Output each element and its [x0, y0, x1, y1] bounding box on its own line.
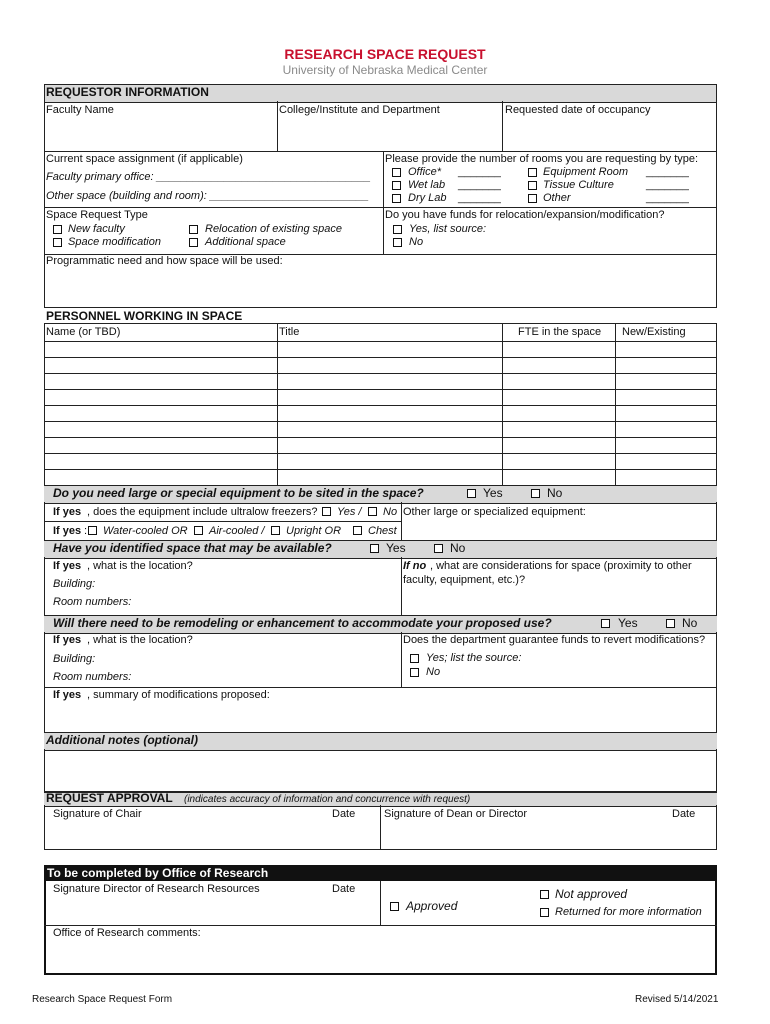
- office-section-title: To be completed by Office of Research: [47, 866, 269, 880]
- identified-rooms[interactable]: Room numbers:: [53, 596, 132, 608]
- notes-section-title: Additional notes (optional): [46, 733, 198, 747]
- personnel-col-fte: FTE in the space: [518, 326, 602, 338]
- equipment-yes-label: Yes: [483, 486, 503, 500]
- ultralow-question: , does the equipment include ultralow freezers?: [87, 506, 318, 518]
- office-checkbox[interactable]: [392, 168, 401, 177]
- new-faculty-label: New faculty: [68, 223, 125, 235]
- space-modification-checkbox[interactable]: [53, 238, 62, 247]
- personnel-table: [44, 323, 717, 485]
- guarantee-no-checkbox[interactable]: [410, 668, 419, 677]
- remodel-no-label: No: [682, 616, 698, 630]
- water-cooled-label: Water-cooled OR: [103, 525, 188, 537]
- dry-lab-checkbox[interactable]: [392, 194, 401, 203]
- equipment-yes-checkbox[interactable]: [467, 489, 476, 498]
- relocation-label: Relocation of existing space: [205, 223, 342, 235]
- current-space-label: Current space assignment (if applicable): [46, 153, 243, 165]
- chair-signature-label: Signature of Chair: [53, 808, 142, 820]
- notes-field[interactable]: [44, 749, 717, 792]
- summary-if-yes: If yes: [53, 689, 82, 701]
- water-cooled-checkbox[interactable]: [88, 526, 97, 535]
- funds-no-label: No: [409, 236, 424, 248]
- requestor-section-title: REQUESTOR INFORMATION: [46, 85, 209, 99]
- remodel-question: Will there need to be remodeling or enhancement to accommodate your proposed use?: [53, 616, 552, 630]
- guarantee-yes-label: Yes; list the source:: [426, 652, 522, 664]
- additional-space-label: Additional space: [205, 236, 286, 248]
- personnel-section-title: PERSONNEL WORKING IN SPACE: [46, 309, 243, 323]
- office-count-field[interactable]: _______: [458, 166, 501, 178]
- ultralow-no-label: No: [383, 506, 398, 518]
- returned-checkbox[interactable]: [540, 908, 549, 917]
- guarantee-no-label: No: [426, 666, 441, 678]
- upright-checkbox[interactable]: [271, 526, 280, 535]
- other-room-count-field[interactable]: _______: [646, 192, 689, 204]
- air-cooled-label: Air-cooled /: [209, 525, 265, 537]
- if-yes-freezer-label: If yes: [53, 525, 82, 537]
- relocation-checkbox[interactable]: [189, 225, 198, 234]
- dry-lab-label: Dry Lab: [408, 192, 447, 204]
- wet-lab-checkbox[interactable]: [392, 181, 401, 190]
- office-comments-label: Office of Research comments:: [53, 927, 201, 939]
- request-type-label: Space Request Type: [46, 209, 148, 221]
- guarantee-yes-checkbox[interactable]: [410, 654, 419, 663]
- funds-prompt: Do you have funds for relocation/expansion/modification?: [385, 209, 665, 221]
- identified-location: , what is the location?: [87, 560, 193, 572]
- wet-lab-count-field[interactable]: _______: [458, 179, 501, 191]
- chest-checkbox[interactable]: [353, 526, 362, 535]
- approval-section-title: REQUEST APPROVAL: [46, 791, 173, 805]
- funds-yes-checkbox[interactable]: [393, 225, 402, 234]
- remodel-if-yes: If yes: [53, 634, 82, 646]
- additional-space-checkbox[interactable]: [189, 238, 198, 247]
- tissue-culture-label: Tissue Culture: [543, 179, 614, 191]
- personnel-col-new: New/Existing: [622, 326, 686, 338]
- air-cooled-checkbox[interactable]: [194, 526, 203, 535]
- upright-label: Upright OR: [286, 525, 342, 537]
- personnel-col-name: Name (or TBD): [46, 326, 121, 338]
- ultralow-yes-label: Yes /: [337, 506, 362, 518]
- college-label: College/Institute and Department: [279, 104, 440, 116]
- funds-no-checkbox[interactable]: [393, 238, 402, 247]
- identified-considerations-2: faculty, equipment, etc.)?: [403, 574, 526, 586]
- ultralow-yes-checkbox[interactable]: [322, 507, 331, 516]
- equipment-room-label: Equipment Room: [543, 166, 628, 178]
- chest-label: Chest: [368, 525, 397, 537]
- director-date-label: Date: [332, 883, 356, 895]
- other-equipment-label: Other large or specialized equipment:: [403, 506, 586, 518]
- identified-no-checkbox[interactable]: [434, 544, 443, 553]
- not-approved-checkbox[interactable]: [540, 890, 549, 899]
- form-title: RESEARCH SPACE REQUEST: [284, 46, 486, 62]
- equipment-room-checkbox[interactable]: [528, 168, 537, 177]
- chair-date-label: Date: [332, 808, 356, 820]
- identified-yes-checkbox[interactable]: [370, 544, 379, 553]
- personnel-col-title: Title: [279, 326, 300, 338]
- remodel-building[interactable]: Building:: [53, 653, 96, 665]
- other-room-checkbox[interactable]: [528, 194, 537, 203]
- if-yes-label: If yes: [53, 506, 82, 518]
- remodel-yes-label: Yes: [618, 616, 638, 630]
- remodel-guarantee: Does the department guarantee funds to revert modifications?: [403, 634, 706, 646]
- occupancy-date-label: Requested date of occupancy: [505, 104, 651, 116]
- identified-building[interactable]: Building:: [53, 578, 96, 590]
- remodel-no-checkbox[interactable]: [666, 619, 675, 628]
- primary-office-field[interactable]: Faculty primary office: ___________________________________: [46, 171, 371, 183]
- programmatic-need-label: Programmatic need and how space will be used:: [46, 255, 283, 267]
- summary-label: , summary of modifications proposed:: [87, 689, 270, 701]
- not-approved-label: Not approved: [555, 887, 628, 901]
- ultralow-no-checkbox[interactable]: [368, 507, 377, 516]
- equipment-no-checkbox[interactable]: [531, 489, 540, 498]
- remodel-rooms[interactable]: Room numbers:: [53, 671, 132, 683]
- faculty-name-label: Faculty Name: [46, 104, 114, 116]
- other-space-field[interactable]: Other space (building and room): __________________________: [46, 190, 369, 202]
- equipment-question: Do you need large or special equipment to be sited in the space?: [53, 486, 424, 500]
- rooms-prompt: Please provide the number of rooms you are requesting by type:: [385, 153, 699, 165]
- identified-yes-label: Yes: [386, 541, 406, 555]
- approved-label: Approved: [406, 899, 458, 913]
- funds-yes-label: Yes, list source:: [409, 223, 487, 235]
- approval-note: (indicates accuracy of information and concurrence with request): [184, 794, 471, 805]
- identified-question: Have you identified space that may be available?: [53, 541, 332, 555]
- tissue-culture-checkbox[interactable]: [528, 181, 537, 190]
- director-signature-label: Signature Director of Research Resources: [53, 883, 260, 895]
- identified-no-label: No: [450, 541, 466, 555]
- form-subtitle: University of Nebraska Medical Center: [282, 63, 488, 77]
- other-room-label: Other: [543, 192, 571, 204]
- colon-text: :: [84, 525, 88, 537]
- approved-checkbox[interactable]: [390, 902, 399, 911]
- footer-revision: Revised 5/14/2021: [635, 994, 719, 1005]
- dean-date-label: Date: [672, 808, 696, 820]
- office-label: Office*: [408, 166, 442, 178]
- wet-lab-label: Wet lab: [408, 179, 446, 191]
- footer-form-name: Research Space Request Form: [32, 994, 173, 1005]
- equipment-no-label: No: [547, 486, 563, 500]
- remodel-location: , what is the location?: [87, 634, 193, 646]
- identified-if-no: If no: [403, 560, 427, 572]
- identified-considerations: , what are considerations for space (proximity to other: [430, 560, 692, 572]
- remodel-yes-checkbox[interactable]: [601, 619, 610, 628]
- tissue-culture-count-field[interactable]: _______: [646, 179, 689, 191]
- equipment-room-count-field[interactable]: _______: [646, 166, 689, 178]
- returned-label: Returned for more information: [555, 906, 702, 918]
- identified-if-yes: If yes: [53, 560, 82, 572]
- dry-lab-count-field[interactable]: _______: [458, 192, 501, 204]
- dean-signature-label: Signature of Dean or Director: [384, 808, 528, 820]
- space-modification-label: Space modification: [68, 236, 161, 248]
- new-faculty-checkbox[interactable]: [53, 225, 62, 234]
